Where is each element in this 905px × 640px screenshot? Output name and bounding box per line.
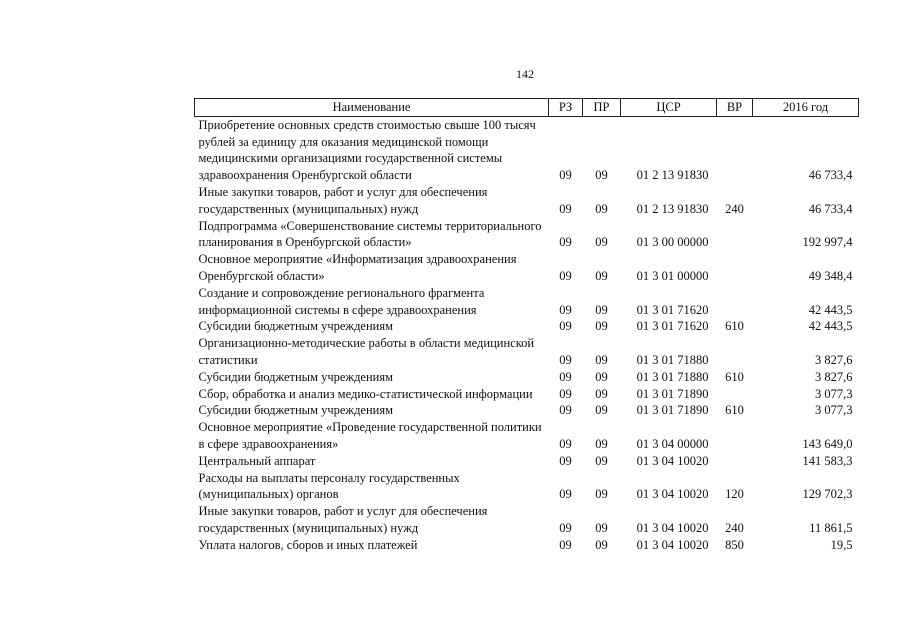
row-name: Создание и сопровождение регионального фрагмента информационной системы в сфере здравоохранения [198,285,485,317]
header-name: Наименование [195,99,549,117]
table-row [195,116,859,184]
row-amount: 3 827,6 [815,369,853,384]
row-rz: 09 [559,352,572,367]
row-csr: 01 3 04 10020 [636,537,709,552]
row-vr [717,386,753,403]
row-name: Субсидии бюджетным учреждениям [198,369,394,384]
row-csr: 01 3 04 10020 [636,520,709,535]
row-vr: 850 [725,537,744,552]
row-vr [717,335,753,369]
row-amount: 129 702,3 [802,487,853,502]
row-csr: 01 3 01 71880 [636,352,709,367]
row-pr: 09 [595,235,608,250]
header-vr: ВР [717,99,753,117]
row-vr: 240 [725,520,744,535]
table-row [195,402,859,419]
table-row [195,419,859,453]
row-rz: 09 [559,537,572,552]
table-row [195,470,859,504]
row-pr: 09 [595,319,608,334]
row-pr: 09 [595,201,608,216]
row-csr: 01 3 01 71880 [636,369,709,384]
header-year: 2016 год [753,99,859,117]
row-csr: 01 3 01 71890 [636,386,709,401]
row-rz: 09 [559,436,572,451]
row-pr: 09 [595,168,608,183]
row-name: Приобретение основных средств стоимостью свыше 100 тысяч рублей за единицу для оказания медицинской помощи медицинскими организациями государственной системы здравоохранения Оренбургской области [198,117,536,183]
row-csr: 01 3 04 10020 [636,453,709,468]
row-csr: 01 2 13 91830 [636,201,709,216]
row-name: Расходы на выплаты персоналу государственных (муниципальных) органов [198,470,460,502]
table-row [195,503,859,537]
row-name: Центральный аппарат [198,453,316,468]
row-pr: 09 [595,520,608,535]
row-csr: 01 3 01 00000 [636,268,709,283]
row-amount: 42 443,5 [808,302,853,317]
row-vr: 610 [725,403,744,418]
row-csr: 01 3 04 00000 [636,436,709,451]
row-vr: 240 [725,201,744,216]
header-pr: ПР [583,99,621,117]
row-csr: 01 3 00 00000 [636,235,709,250]
table-row [195,285,859,319]
row-amount: 3 077,3 [815,386,853,401]
row-vr: 120 [725,487,744,502]
row-csr: 01 3 01 71620 [636,319,709,334]
table-row [195,369,859,386]
table-body [195,116,859,553]
table-row [195,218,859,252]
row-vr [717,419,753,453]
row-rz: 09 [559,453,572,468]
row-amount: 11 861,5 [809,520,853,535]
table-row [195,386,859,403]
row-csr: 01 3 04 10020 [636,487,709,502]
table-row [195,184,859,218]
row-name: Уплата налогов, сборов и иных платежей [198,537,418,552]
row-rz: 09 [559,235,572,250]
header-row [195,99,859,117]
row-pr: 09 [595,369,608,384]
row-amount: 42 443,5 [808,319,853,334]
header-csr: ЦСР [621,99,717,117]
row-name: Организационно-методические работы в области медицинской статистики [198,336,535,367]
table-row [195,453,859,470]
row-amount: 46 733,4 [808,168,853,183]
row-pr: 09 [595,487,608,502]
row-rz: 09 [559,168,572,183]
row-amount: 46 733,4 [808,201,853,216]
row-name: Иные закупки товаров, работ и услуг для обеспечения государственных (муниципальных) нужд [198,504,488,535]
row-rz: 09 [559,386,572,401]
row-vr [717,251,753,285]
page-number: 142 [516,67,534,81]
row-name: Иные закупки товаров, работ и услуг для обеспечения государственных (муниципальных) нужд [198,184,488,216]
row-vr [717,285,753,319]
row-amount: 49 348,4 [808,268,853,283]
header-rz: РЗ [549,99,583,117]
row-rz: 09 [559,319,572,334]
row-name: Сбор, обработка и анализ медико-статистической информации [198,386,533,401]
row-pr: 09 [595,268,608,283]
row-vr [717,453,753,470]
row-pr: 09 [595,403,608,418]
row-pr: 09 [595,352,608,367]
table-row [195,318,859,335]
row-pr: 09 [595,436,608,451]
row-rz: 09 [559,201,572,216]
row-amount: 192 997,4 [802,235,853,250]
row-name: Подпрограмма «Совершенствование системы территориального планирования в Оренбургской области» [198,218,542,250]
table-row [195,537,859,554]
row-amount: 3 827,6 [815,352,853,367]
row-pr: 09 [595,537,608,552]
row-rz: 09 [559,403,572,418]
row-name: Субсидии бюджетным учреждениям [198,319,394,334]
table-header [195,99,859,117]
row-pr: 09 [595,386,608,401]
row-pr: 09 [595,453,608,468]
row-rz: 09 [559,302,572,317]
budget-table [194,98,859,554]
row-pr: 09 [595,302,608,317]
budget-table-container [194,98,858,554]
row-rz: 09 [559,520,572,535]
row-csr: 01 3 01 71620 [636,302,709,317]
row-vr [717,218,753,252]
row-amount: 143 649,0 [802,436,853,451]
row-name: Субсидии бюджетным учреждениям [198,403,394,418]
row-vr: 610 [725,369,744,384]
row-rz: 09 [559,268,572,283]
row-amount: 141 583,3 [802,453,853,468]
row-rz: 09 [559,369,572,384]
row-name: Основное мероприятие «Проведение государственной политики в сфере здравоохранения» [198,420,542,451]
table-row [195,251,859,285]
row-amount: 19,5 [830,537,853,552]
row-amount: 3 077,3 [815,403,853,418]
row-csr: 01 3 01 71890 [636,403,709,418]
row-rz: 09 [559,487,572,502]
row-vr: 610 [725,319,744,334]
row-vr [717,116,753,184]
row-name: Основное мероприятие «Информатизация здравоохранения Оренбургской области» [198,252,517,283]
table-row [195,335,859,369]
row-csr: 01 2 13 91830 [636,168,709,183]
